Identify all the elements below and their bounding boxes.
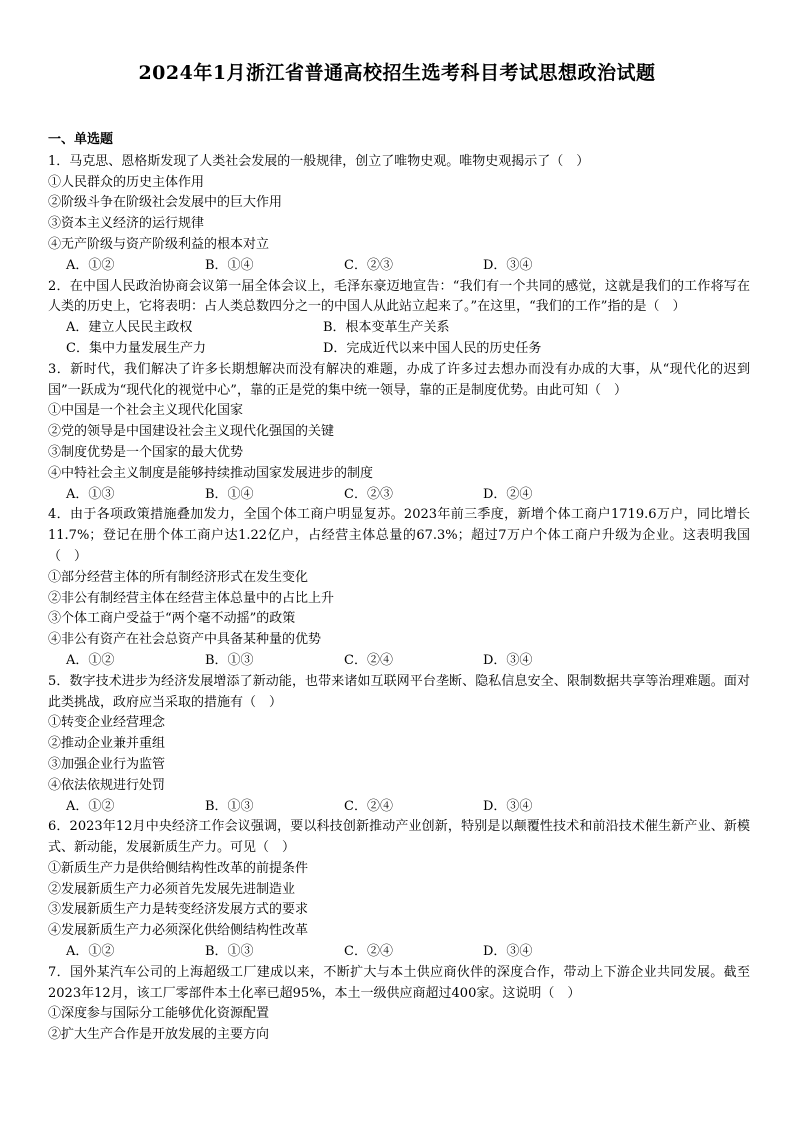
- choice-d[interactable]: D．②④: [483, 486, 533, 502]
- statement-item: ①转变企业经营理念: [48, 715, 166, 731]
- choice-c[interactable]: C．②③: [344, 257, 393, 273]
- choice-b[interactable]: B．根本变革生产关系: [323, 320, 450, 336]
- answer-choices: [48, 651, 750, 672]
- statement-item: ②发展新质生产力必须首先发展先进制造业: [48, 881, 296, 897]
- choice-c[interactable]: C．集中力量发展生产力: [66, 340, 206, 356]
- choice-c[interactable]: C．②④: [344, 652, 393, 668]
- question-6: [48, 817, 750, 963]
- page-title: 2024年1月浙江省普通高校招生选考科目考试思想政治试题: [138, 62, 656, 84]
- choice-a[interactable]: A．①②: [66, 944, 115, 960]
- choice-b[interactable]: B．①③: [205, 944, 254, 960]
- statement-item: ②党的领导是中国建设社会主义现代化强国的关键: [48, 424, 335, 440]
- question-stem: 5．数字技术进步为经济发展增添了新动能，也带来诸如互联网平台垄断、隐私信息安全、限制数据共享等治理难题。面对此类挑战，政府应当采取的措施有（ ）: [48, 673, 750, 710]
- choice-a[interactable]: A．①②: [66, 798, 115, 814]
- statement-item: ②非公有制经营主体在经营主体总量中的占比上升: [48, 590, 335, 606]
- statement-item: ③加强企业行为监管: [48, 756, 166, 772]
- question-stem: 4．由于各项政策措施叠加发力，全国个体工商户明显复苏。2023年前三季度，新增个体工商户1719.6万户，同比增长11.7%；登记在册个体工商户达1.22亿户，占经营主体总量的67.3%；超过7万户个体工商户升级为企业。这表明我国（ ）: [48, 507, 750, 564]
- choice-d[interactable]: D．完成近代以来中国人民的历史任务: [323, 340, 542, 356]
- statement-item: ②推动企业兼并重组: [48, 736, 166, 752]
- statement-item: ②扩大生产合作是开放发展的主要方向: [48, 1027, 270, 1043]
- choice-b[interactable]: B．①③: [205, 798, 254, 814]
- answer-choices: [48, 942, 750, 963]
- statement-item: ①人民群众的历史主体作用: [48, 174, 205, 190]
- question-4: [48, 505, 750, 671]
- statement-item: ④中特社会主义制度是能够持续推动国家发展进步的制度: [48, 465, 374, 481]
- statement-item: ④发展新质生产力必须深化供给侧结构性改革: [48, 923, 309, 939]
- answer-choices: [48, 256, 750, 277]
- choice-a[interactable]: A．①③: [66, 486, 115, 502]
- choice-d[interactable]: D．③④: [483, 652, 533, 668]
- choice-b[interactable]: B．①④: [205, 257, 254, 273]
- question-stem: 1．马克思、恩格斯发现了人类社会发展的一般规律，创立了唯物史观。唯物史观揭示了（ ）: [48, 153, 590, 169]
- statement-item: ③发展新质生产力是转变经济发展方式的要求: [48, 902, 309, 918]
- choice-a[interactable]: A．①②: [66, 257, 115, 273]
- statement-item: ②阶级斗争在阶级社会发展中的巨大作用: [48, 195, 283, 211]
- statement-item: ①中国是一个社会主义现代化国家: [48, 403, 244, 419]
- choice-c[interactable]: C．②③: [344, 486, 393, 502]
- question-1: [48, 152, 750, 277]
- choice-b[interactable]: B．①④: [205, 486, 254, 502]
- choice-a[interactable]: A．建立人民民主政权: [66, 320, 193, 336]
- statement-item: ③制度优势是一个国家的最大优势: [48, 444, 244, 460]
- question-stem: 7．国外某汽车公司的上海超级工厂建成以来，不断扩大与本土供应商伙伴的深度合作，带动上下游企业共同发展。截至2023年12月，该工厂零部件本土化率已超95%，本土一级供应商超过400家。这说明（ ）: [48, 964, 750, 1001]
- choice-d[interactable]: D．③④: [483, 257, 533, 273]
- answer-choices: [48, 797, 750, 818]
- choice-b[interactable]: B．①③: [205, 652, 254, 668]
- statement-item: ③资本主义经济的运行规律: [48, 216, 205, 232]
- statement-item: ①深度参与国际分工能够优化资源配置: [48, 1006, 270, 1022]
- answer-choices: [48, 485, 750, 506]
- question-3: [48, 360, 750, 506]
- statement-item: ④无产阶级与资产阶级利益的根本对立: [48, 236, 270, 252]
- statement-item: ③个体工商户受益于“两个毫不动摇”的政策: [48, 611, 296, 627]
- question-stem: 6．2023年12月中央经济工作会议强调，要以科技创新推动产业创新，特别是以颠覆性技术和前沿技术催生新产业、新模式、新动能，发展新质生产力。可见（ ）: [48, 819, 750, 856]
- statement-item: ①部分经营主体的所有制经济形式在发生变化: [48, 569, 309, 585]
- section-heading: 一、单选题: [48, 132, 114, 147]
- choice-c[interactable]: C．②④: [344, 798, 393, 814]
- question-list: [48, 130, 750, 1046]
- question-stem: 2．在中国人民政治协商会议第一届全体会议上，毛泽东豪迈地宣告：“我们有一个共同的感觉，这就是我们的工作将写在人类的历史上，它将表明：占人类总数四分之一的中国人从此站立起来了。”在这里，“我们的工作”指的是（ ）: [48, 278, 750, 315]
- choice-a[interactable]: A．①②: [66, 652, 115, 668]
- question-stem: 3．新时代，我们解决了许多长期想解决而没有解决的难题，办成了许多过去想办而没有办成的大事，从“现代化的迟到国”一跃成为“现代化的视觉中心”，靠的正是党的集中统一领导，靠的正是制度优势。由此可知（ ）: [48, 361, 750, 398]
- statement-item: ①新质生产力是供给侧结构性改革的前提条件: [48, 860, 309, 876]
- question-5: [48, 672, 750, 818]
- answer-choices: [48, 318, 750, 360]
- choice-d[interactable]: D．③④: [483, 798, 533, 814]
- question-2: [48, 277, 750, 360]
- statement-item: ④非公有资产在社会总资产中具备某种量的优势: [48, 632, 322, 648]
- choice-c[interactable]: C．②④: [344, 944, 393, 960]
- statement-item: ④依法依规进行处罚: [48, 777, 166, 793]
- choice-d[interactable]: D．③④: [483, 944, 533, 960]
- question-7: [48, 963, 750, 1046]
